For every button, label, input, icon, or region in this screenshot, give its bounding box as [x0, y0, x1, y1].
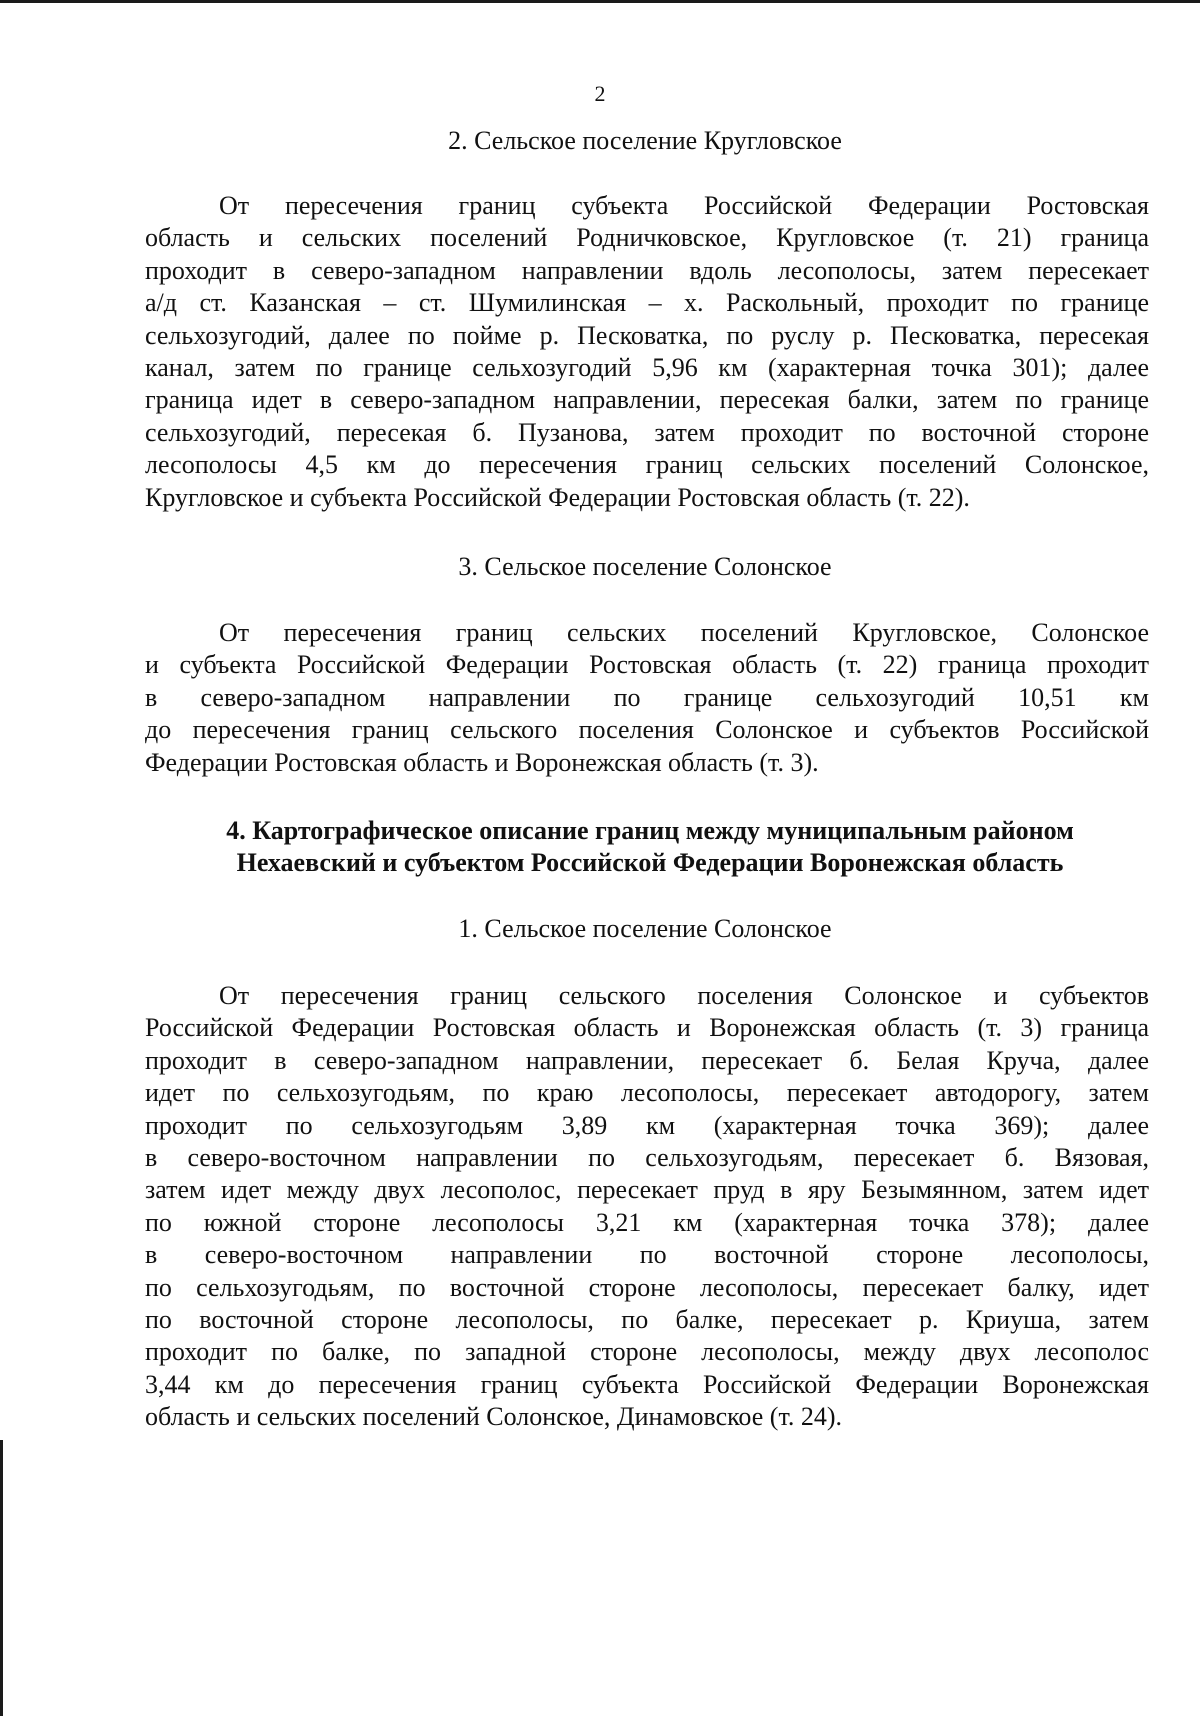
- part-4-title-line-1: 4. Картографическое описание границ между муниципальным районом: [226, 816, 1074, 845]
- paragraph-line: От пересечения границ сельского поселения Солонское и субъектов: [219, 981, 1149, 1010]
- paragraph-line: по сельхозугодьям, по восточной стороне лесополосы, пересекает балку, идет: [145, 1272, 1149, 1302]
- paragraph-line: область и сельских поселений Родничковское, Кругловское (т. 21) граница: [145, 223, 1149, 253]
- part-4-title-line-2: Нехаевский и субъектом Российской Федерации Воронежская область: [236, 848, 1064, 877]
- section-3-title: 3. Сельское поселение Солонское: [458, 552, 832, 581]
- paragraph-line: граница идет в северо-западном направлении, пересекая балки, затем по границе: [145, 385, 1149, 415]
- paragraph-line: Российской Федерации Ростовская область и Воронежская область (т. 3) граница: [145, 1013, 1149, 1043]
- section-2-title: 2. Сельское поселение Кругловское: [448, 126, 842, 155]
- page-number: 2: [594, 81, 606, 106]
- part-4-subsection-1-paragraph: [145, 980, 1149, 1434]
- paragraph-line: в северо-восточном направлении по сельхозугодьям, пересекает б. Вязовая,: [145, 1143, 1149, 1173]
- paragraph-line: проходит по сельхозугодьям 3,89 км (характерная точка 369); далее: [145, 1110, 1149, 1140]
- paragraph-line: до пересечения границ сельского поселения Солонское и субъектов Российской: [145, 715, 1149, 745]
- paragraph-line: область и сельских поселений Солонское, Динамовское (т. 24).: [145, 1402, 843, 1432]
- paragraph-line: в северо-восточном направлении по восточной стороне лесополосы,: [145, 1240, 1149, 1270]
- paragraph-line: затем идет между двух лесополос, пересекает пруд в яру Безымянном, затем идет: [145, 1175, 1149, 1205]
- paragraph-line: канал, затем по границе сельхозугодий 5,96 км (характерная точка 301); далее: [145, 353, 1149, 383]
- paragraph-line: в северо-западном направлении по границе сельхозугодий 10,51 км: [145, 682, 1149, 712]
- paragraph-line: а/д ст. Казанская – ст. Шумилинская – х. Раскольный, проходит по границе: [145, 288, 1149, 318]
- paragraph-line: Кругловское и субъекта Российской Федерации Ростовская область (т. 22).: [145, 482, 970, 512]
- section-2-paragraph: [145, 190, 1149, 514]
- section-3-paragraph: [145, 617, 1149, 779]
- scan-edge-top: [0, 0, 1200, 3]
- paragraph-line: 3,44 км до пересечения границ субъекта Российской Федерации Воронежская: [145, 1369, 1149, 1399]
- paragraph-line: идет по сельхозугодьям, по краю лесополосы, пересекает автодорогу, затем: [145, 1078, 1149, 1108]
- paragraph-line: по южной стороне лесополосы 3,21 км (характерная точка 378); далее: [145, 1207, 1149, 1237]
- paragraph-line: проходит в северо-западном направлении вдоль лесополосы, затем пересекает: [145, 255, 1149, 285]
- paragraph-line: Федерации Ростовская область и Воронежская область (т. 3).: [145, 747, 819, 777]
- paragraph-line: сельхозугодий, далее по пойме р. Песковатка, по руслу р. Песковатка, пересекая: [145, 320, 1149, 350]
- paragraph-line: проходит в северо-западном направлении, пересекает б. Белая Круча, далее: [145, 1045, 1149, 1075]
- part-4-subsection-1-title: 1. Сельское поселение Солонское: [458, 914, 832, 943]
- scan-edge-left: [0, 1440, 3, 1716]
- paragraph-line: лесополосы 4,5 км до пересечения границ сельских поселений Солонское,: [145, 450, 1149, 480]
- paragraph-line: по восточной стороне лесополосы, по балке, пересекает р. Криуша, затем: [145, 1305, 1149, 1335]
- paragraph-line: проходит по балке, по западной стороне лесополосы, между двух лесополос: [145, 1337, 1149, 1367]
- paragraph-line: От пересечения границ субъекта Российской Федерации Ростовская: [219, 191, 1149, 220]
- paragraph-line: и субъекта Российской Федерации Ростовская область (т. 22) граница проходит: [145, 650, 1149, 680]
- paragraph-line: сельхозугодий, пересекая б. Пузанова, затем проходит по восточной стороне: [145, 417, 1149, 447]
- paragraph-line: От пересечения границ сельских поселений Кругловское, Солонское: [219, 618, 1149, 647]
- part-4-title: [140, 815, 1160, 879]
